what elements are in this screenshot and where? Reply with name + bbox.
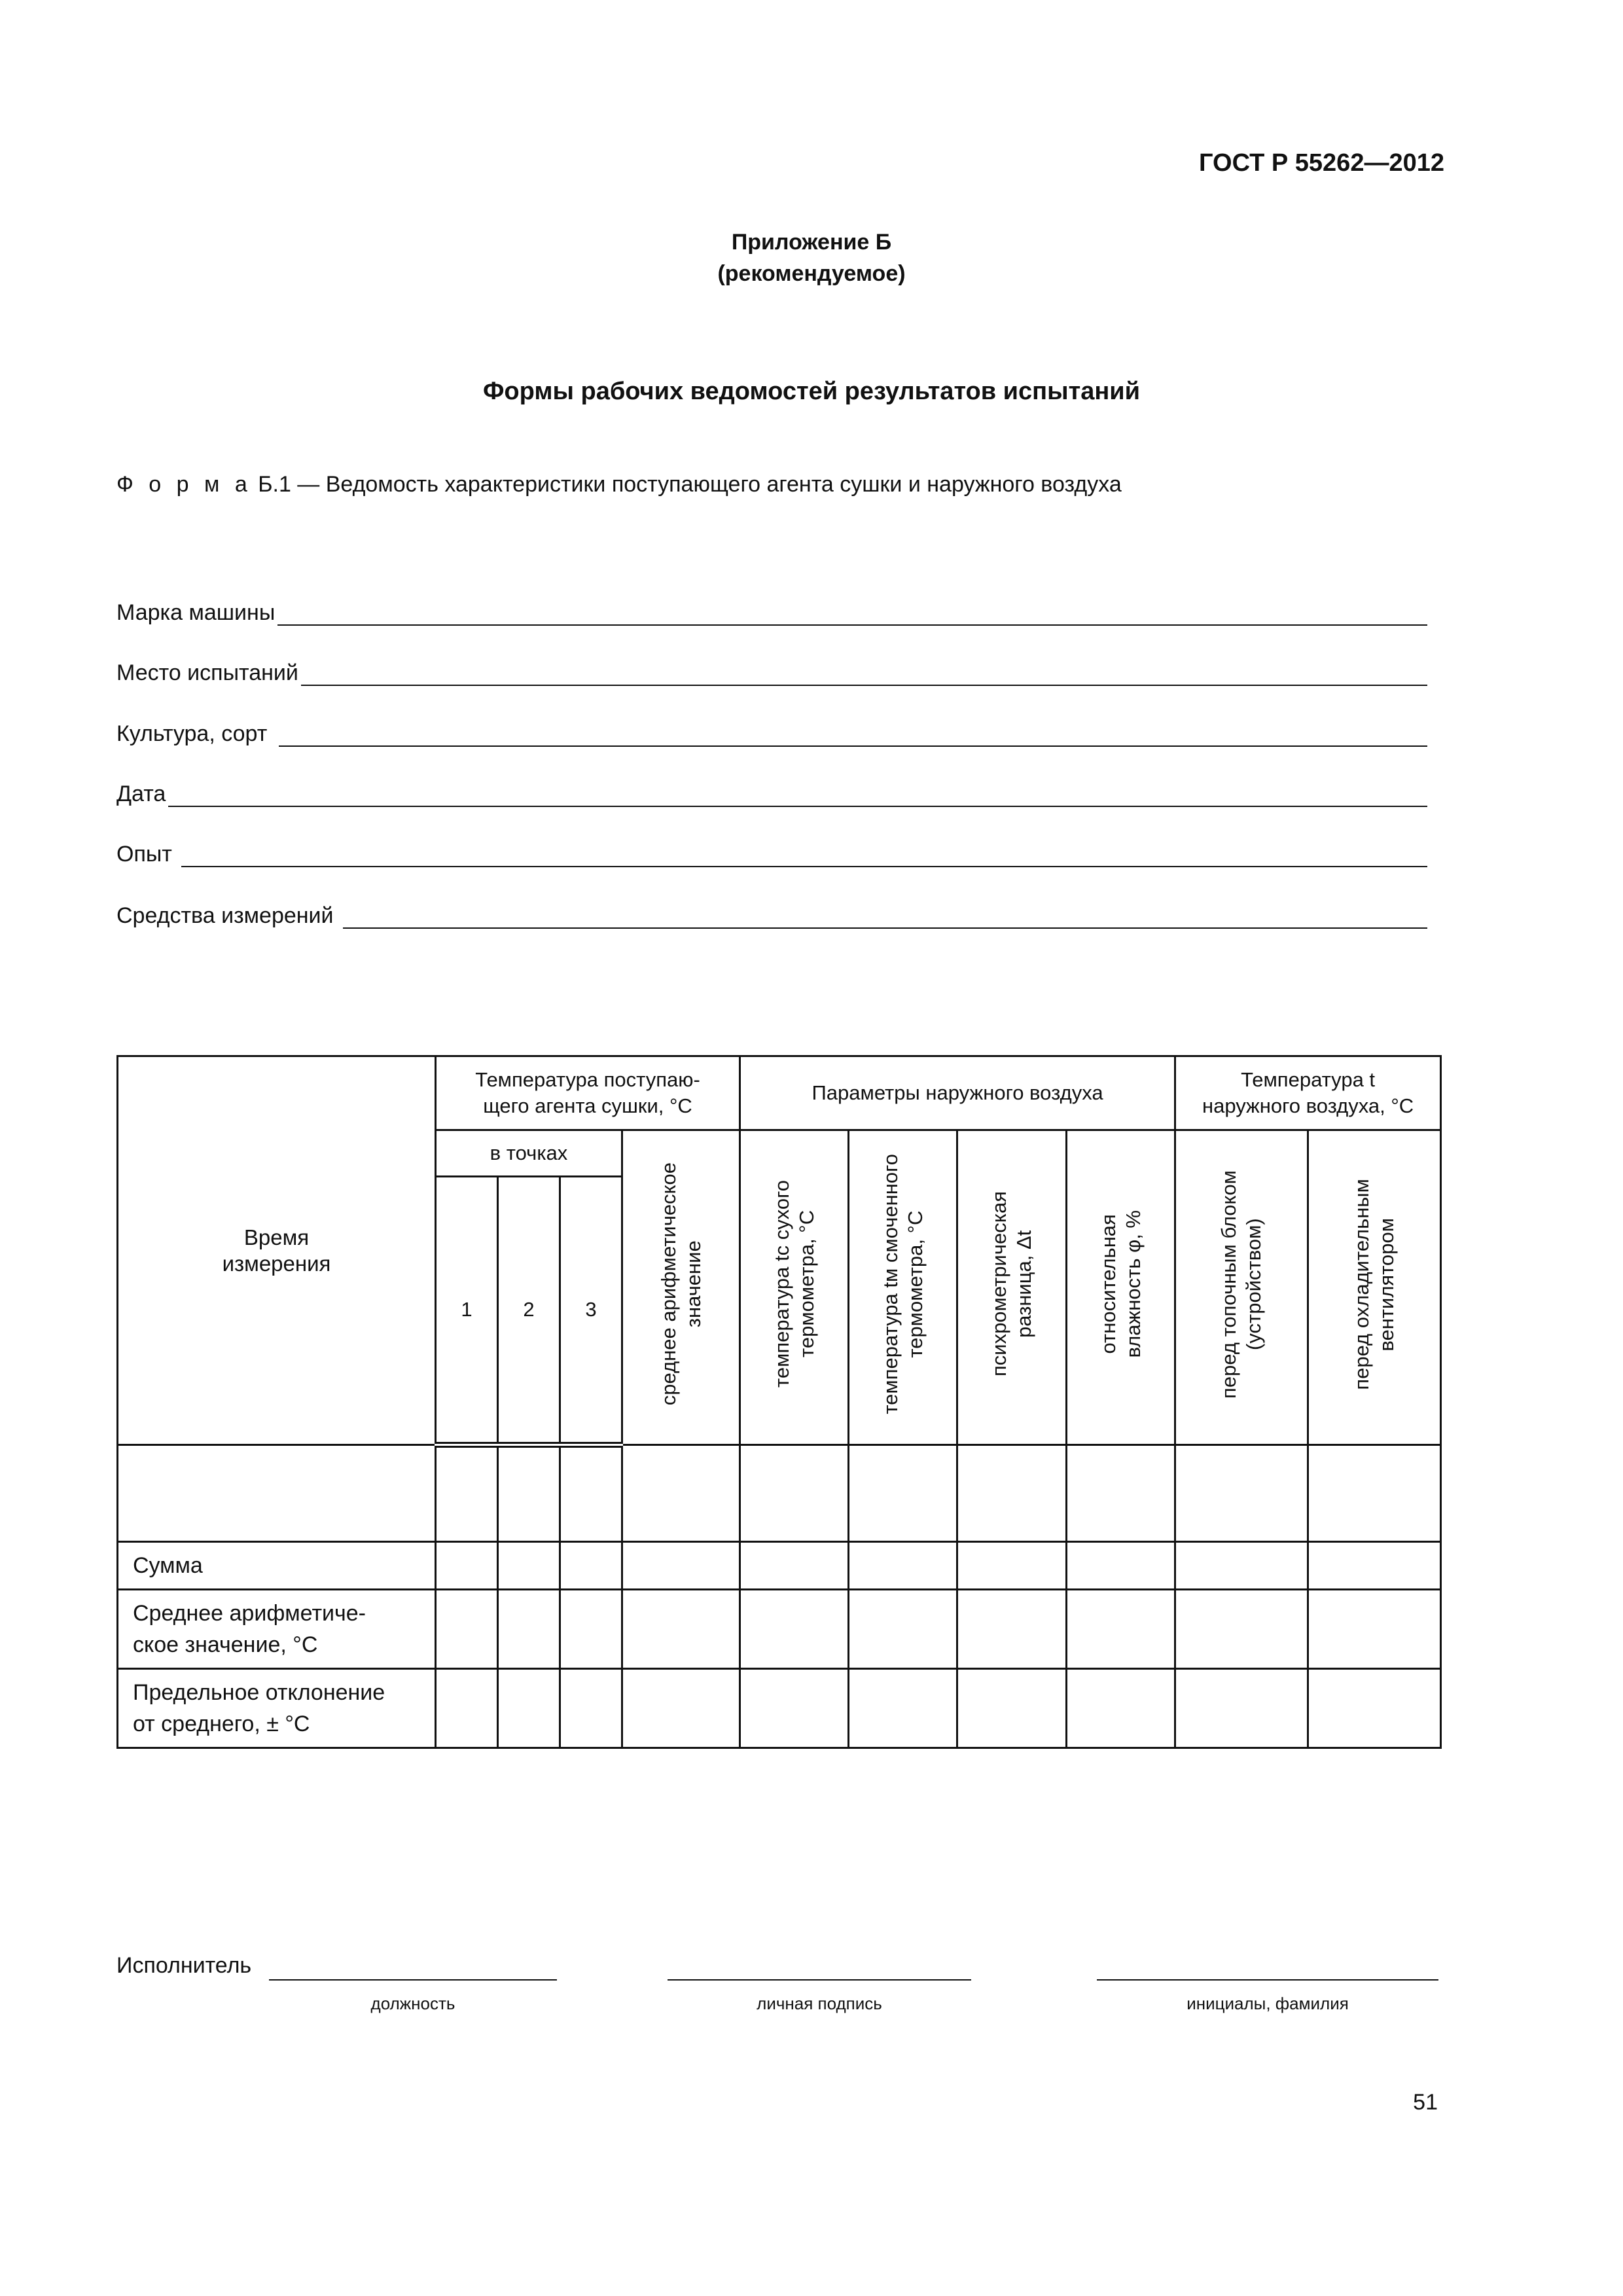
table-cell[interactable] [1175, 1445, 1308, 1542]
table-cell[interactable] [957, 1669, 1067, 1748]
signature-label: Исполнитель [116, 1953, 252, 1978]
appendix-heading [0, 226, 1623, 289]
fill-in-line[interactable] [277, 600, 1427, 626]
psychrometric-diff-text: психрометрическая разница, Δt [988, 1191, 1036, 1377]
table-cell[interactable] [498, 1669, 560, 1748]
field-label: Опыт [116, 842, 172, 867]
dry-bulb-text: температура tc сухого термометра, °С [770, 1180, 818, 1388]
standard-number: ГОСТ Р 55262—2012 [1199, 149, 1444, 177]
table-cell[interactable] [849, 1542, 957, 1590]
before-furnace-header [1175, 1130, 1308, 1445]
row-label: Среднее арифметиче- ское значение, °С [118, 1590, 436, 1669]
mean-column-header [622, 1130, 740, 1445]
table-cell[interactable] [560, 1445, 622, 1542]
point-3-header: 3 [560, 1177, 622, 1445]
table-cell[interactable] [1308, 1542, 1441, 1590]
position-line[interactable] [269, 1979, 557, 1981]
fill-in-line[interactable] [181, 841, 1427, 867]
form-caption-prefix: Ф о р м а [116, 472, 252, 497]
field-experiment [116, 837, 1427, 867]
table-cell[interactable] [740, 1542, 849, 1590]
field-test-place [116, 656, 1427, 686]
table-cell[interactable] [1067, 1542, 1175, 1590]
table-cell[interactable] [560, 1590, 622, 1669]
table-cell[interactable] [740, 1669, 849, 1748]
table-cell[interactable] [436, 1445, 498, 1542]
field-label: Место испытаний [116, 660, 298, 685]
form-caption-text: Б.1 — Ведомость характеристики поступающего агента сушки и наружного воздуха [251, 472, 1122, 497]
table-cell[interactable] [1175, 1669, 1308, 1748]
field-machine-brand [116, 596, 1427, 626]
table-row [118, 1445, 1441, 1542]
table-row [118, 1590, 1441, 1669]
table-cell[interactable] [498, 1542, 560, 1590]
results-table [116, 1055, 1442, 1749]
before-fan-text: перед охладительным вентилятором [1350, 1178, 1399, 1390]
table-cell[interactable] [436, 1542, 498, 1590]
row-label: Предельное отклонение от среднего, ± °С [118, 1669, 436, 1748]
appendix-subtitle: (рекомендуемое) [717, 261, 906, 286]
point-2-header: 2 [498, 1177, 560, 1445]
table-cell[interactable] [622, 1445, 740, 1542]
agent-temperature-header: Температура поступаю- щего агента сушки, °С [436, 1056, 740, 1130]
fill-in-line[interactable] [168, 781, 1427, 807]
field-crop-variety [116, 717, 1427, 747]
signature-caption: личная подпись [757, 1994, 882, 2013]
table-cell[interactable] [498, 1590, 560, 1669]
row-label [118, 1445, 436, 1542]
table-cell[interactable] [1308, 1590, 1441, 1669]
table-row [118, 1669, 1441, 1748]
field-measuring-instruments [116, 899, 1427, 929]
relative-humidity-text: относительная влажность φ, % [1096, 1210, 1145, 1358]
position-caption: должность [370, 1994, 455, 2013]
field-label: Средства измерений [116, 903, 334, 928]
table-cell[interactable] [560, 1669, 622, 1748]
outdoor-params-header: Параметры наружного воздуха [740, 1056, 1175, 1130]
in-points-header: в точках [436, 1130, 622, 1177]
table-cell[interactable] [957, 1590, 1067, 1669]
appendix-title: Приложение Б [731, 230, 892, 255]
fill-in-line[interactable] [279, 721, 1427, 747]
table-cell[interactable] [957, 1445, 1067, 1542]
table-cell[interactable] [498, 1445, 560, 1542]
signature-line[interactable] [668, 1979, 971, 1981]
table-cell[interactable] [622, 1542, 740, 1590]
name-line[interactable] [1097, 1979, 1438, 1981]
table-cell[interactable] [1067, 1590, 1175, 1669]
table-cell[interactable] [560, 1542, 622, 1590]
table-cell[interactable] [849, 1590, 957, 1669]
form-caption [116, 472, 1122, 497]
field-label: Культура, сорт [116, 721, 268, 746]
field-date [116, 777, 1427, 807]
fill-in-line[interactable] [301, 660, 1427, 686]
table-cell[interactable] [622, 1590, 740, 1669]
wet-bulb-header [849, 1130, 957, 1445]
psychrometric-diff-header [957, 1130, 1067, 1445]
table-cell[interactable] [1067, 1445, 1175, 1542]
page-number: 51 [1413, 2090, 1438, 2115]
dry-bulb-header [740, 1130, 849, 1445]
table-cell[interactable] [1308, 1669, 1441, 1748]
table-cell[interactable] [740, 1445, 849, 1542]
document-title: Формы рабочих ведомостей результатов испытаний [483, 378, 1140, 405]
table-cell[interactable] [1067, 1669, 1175, 1748]
point-1-header: 1 [436, 1177, 498, 1445]
table-cell[interactable] [622, 1669, 740, 1748]
table-cell[interactable] [1175, 1590, 1308, 1669]
table-cell[interactable] [740, 1590, 849, 1669]
time-header: Время измерения [118, 1056, 436, 1445]
table-cell[interactable] [957, 1542, 1067, 1590]
field-label: Дата [116, 781, 166, 806]
before-fan-header [1308, 1130, 1441, 1445]
table-cell[interactable] [436, 1669, 498, 1748]
fill-in-line[interactable] [343, 903, 1427, 929]
before-furnace-text: перед топочным блоком (устройством) [1217, 1170, 1266, 1399]
field-label: Марка машины [116, 600, 276, 625]
outdoor-temperature-header: Температура t наружного воздуха, °С [1175, 1056, 1441, 1130]
table-cell[interactable] [849, 1445, 957, 1542]
wet-bulb-text: температура tм смоченного термометра, °С [878, 1154, 927, 1414]
name-caption: инициалы, фамилия [1186, 1994, 1349, 2013]
table-cell[interactable] [1308, 1445, 1441, 1542]
mean-column-text: среднее арифметическое значение [656, 1162, 705, 1406]
table-cell[interactable] [849, 1669, 957, 1748]
table-cell[interactable] [1175, 1542, 1308, 1590]
table-cell[interactable] [436, 1590, 498, 1669]
signature-block [116, 1953, 1438, 2032]
table-row [118, 1542, 1441, 1590]
relative-humidity-header [1067, 1130, 1175, 1445]
row-label: Сумма [118, 1542, 436, 1590]
